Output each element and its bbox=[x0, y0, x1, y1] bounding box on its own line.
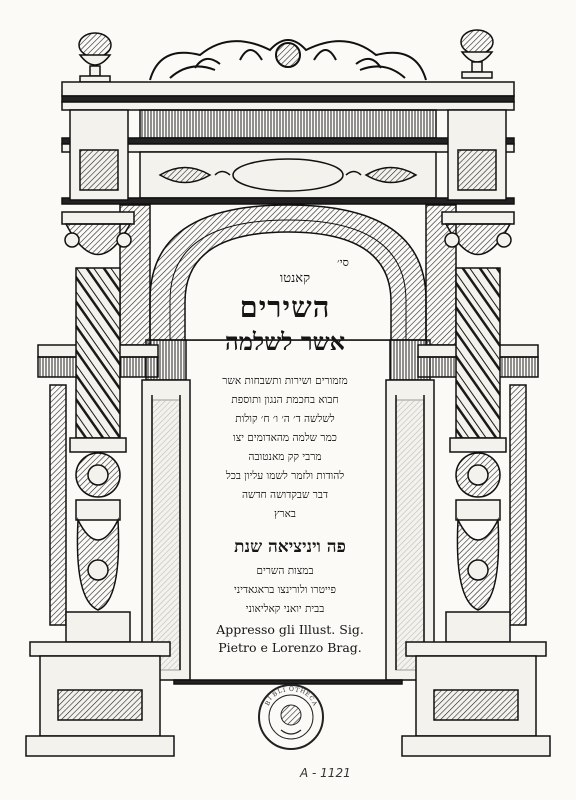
shelfmark: A - 1121 bbox=[300, 766, 351, 780]
urn-right bbox=[461, 30, 493, 78]
description-line: חבוא בחכמת הנגון ותוספת bbox=[231, 394, 339, 406]
stamp-letter: I bbox=[266, 695, 274, 702]
urn-left bbox=[79, 33, 111, 82]
stamp-letter: C bbox=[307, 694, 316, 703]
stamp-letter: L bbox=[276, 687, 284, 696]
description-line: בארץ bbox=[274, 508, 296, 520]
description-line: מזמורים ושירות ותשבחות אשר bbox=[222, 375, 348, 387]
stamp-letter: B bbox=[263, 699, 272, 707]
stamp-letter: A bbox=[310, 699, 319, 707]
corner-mark: סי׳ bbox=[337, 256, 349, 269]
book-title: השירים bbox=[239, 290, 331, 324]
description-line: מרבי קק מאנטובה bbox=[248, 451, 322, 463]
italian-imprint-line-2: Pietro e Lorenzo Brag. bbox=[218, 640, 362, 655]
stamp-letter: E bbox=[303, 690, 311, 699]
entablature bbox=[62, 82, 514, 204]
description-line: לשלשה ד׳ ה׳ ו׳ ח׳ קולות bbox=[235, 413, 335, 425]
description-line: להודות ולזמר לשמו עליון בכל bbox=[225, 470, 345, 482]
description-line: דבר שבקדושה חדשה bbox=[241, 489, 328, 501]
stamp-letter: O bbox=[289, 686, 294, 693]
imprint-line: בבית יואני קאליאוני bbox=[245, 603, 325, 615]
voice-part-label: קאנטו bbox=[279, 271, 311, 286]
library-stamp-label bbox=[256, 682, 326, 752]
imprint-line: פייטרו ולורינצו בראגאדיני bbox=[234, 584, 336, 596]
stamp-letter: I bbox=[282, 686, 287, 694]
italian-imprint-line-1: Appresso gli Illust. Sig. bbox=[216, 622, 364, 637]
stamp-letter: T bbox=[293, 686, 300, 694]
stamp-letter: B bbox=[271, 690, 280, 699]
book-subtitle: אשר לשלמה bbox=[224, 327, 346, 356]
imprint-line: במצות השרים bbox=[256, 565, 314, 577]
pediment-ornament bbox=[150, 40, 426, 80]
description-line: כמר שלמה מהאדומים יצו bbox=[233, 432, 337, 444]
stamp-letter: H bbox=[298, 687, 307, 697]
imprint-place: פה ויניציאה שנת bbox=[234, 537, 346, 557]
